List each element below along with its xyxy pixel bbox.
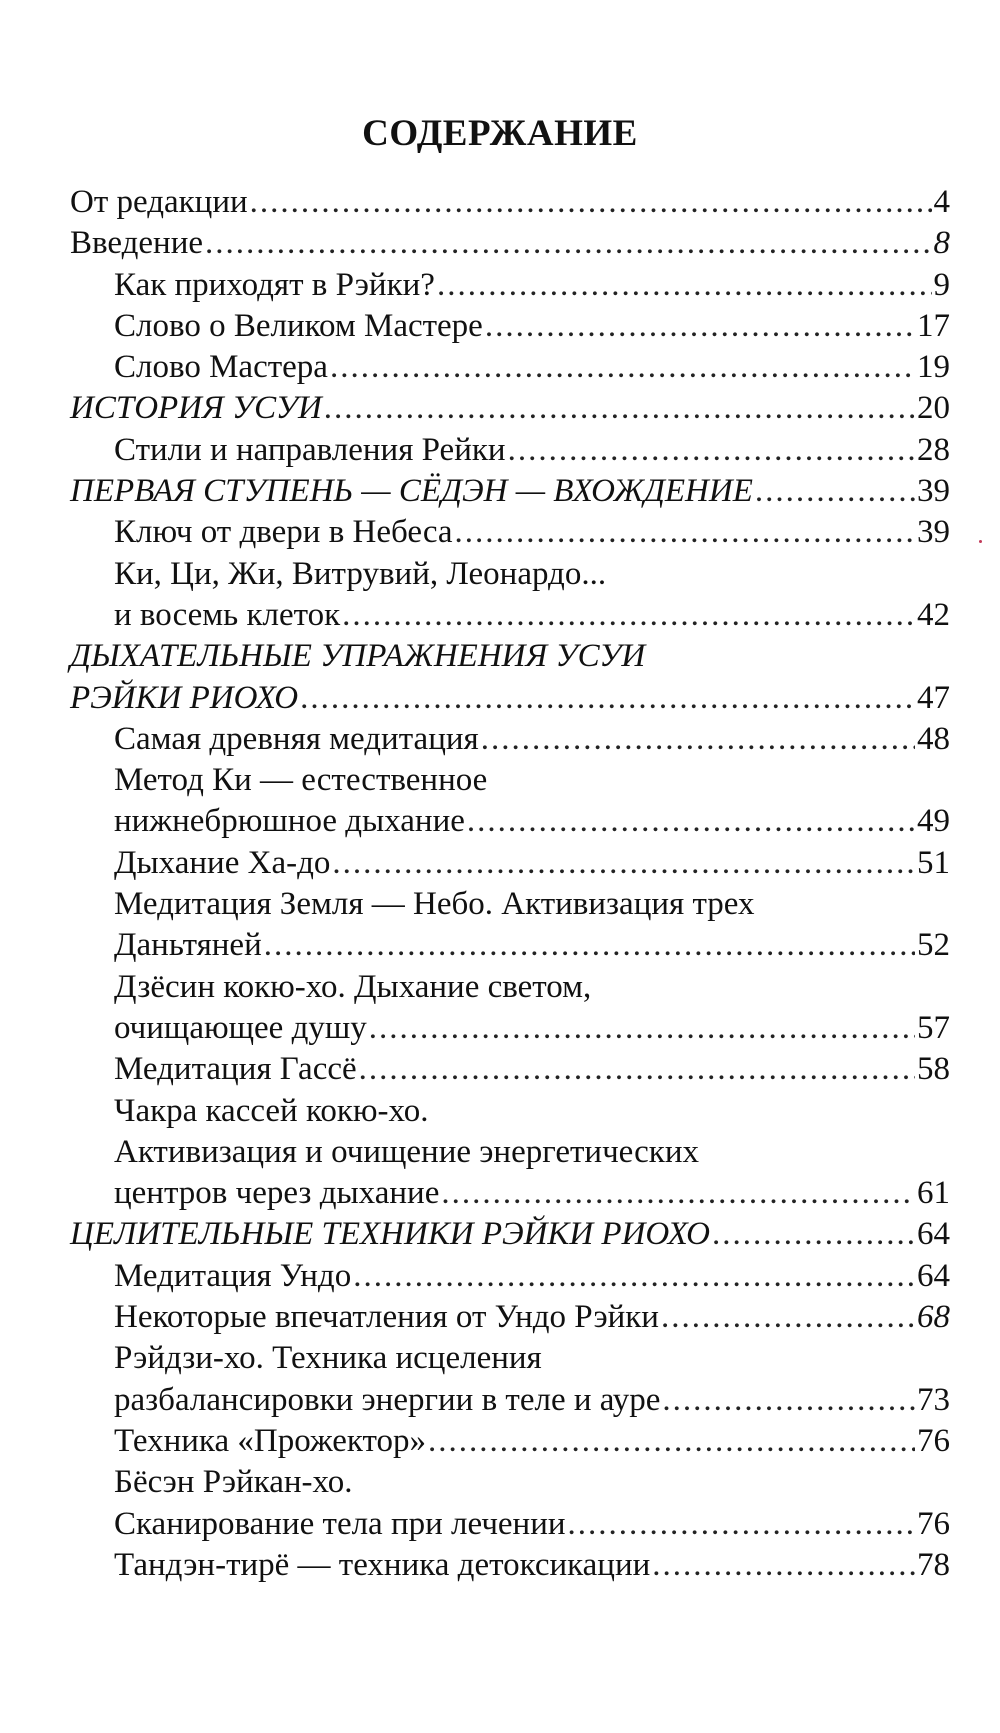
dot-leader [568,1504,915,1545]
toc-entry-title-line: Самая древняя медитация [114,720,479,757]
dot-leader [485,306,915,347]
toc-entry-title-line: Введение [70,225,204,262]
toc-entry [70,512,950,553]
toc-entry [70,1462,950,1545]
toc-entry [70,306,950,347]
toc-entry-title-line: Метод Ки — естественное [114,762,488,799]
dot-leader [330,347,915,388]
dot-leader [662,1380,915,1421]
toc-entry-title-line: Бёсэн Рэйкан-хо. [114,1464,353,1501]
toc-entry-title-line: Медитация Земля — Небо. Активизация трех [114,886,755,923]
toc-entry [70,347,950,388]
toc-page-number: 64 [917,1257,950,1294]
print-speck [979,540,982,543]
toc-entry [70,388,950,429]
dot-leader [300,678,915,719]
dot-leader [332,843,915,884]
toc-page-number: 8 [933,225,950,262]
dot-leader [441,1173,915,1214]
dot-leader [359,1049,915,1090]
toc-entry-title-line: ДЫХАТЕЛЬНЫЕ УПРАЖНЕНИЯ УСУИ [70,638,646,675]
toc-entry-title-line: Как приходят в Рэйки? [114,266,435,303]
toc-entry [70,1545,950,1586]
dot-leader [324,388,915,429]
toc-entry-title-line: Медитация Гассё [114,1051,357,1088]
toc-entry-title-line: очищающее душу [114,1009,367,1046]
toc-page-number: 28 [917,431,950,468]
toc-entry [70,719,950,760]
dot-leader [437,265,932,306]
dot-leader [652,1545,915,1586]
toc-entry [70,967,950,1050]
toc-entry-title-line: и восемь клеток [114,596,341,633]
toc-entry-title-line: РЭЙКИ РИОХО [70,679,299,716]
toc-page-number: 17 [917,307,950,344]
toc-entry [70,223,950,264]
toc-page-number: 73 [917,1381,950,1418]
toc-entry-title-line: Чакра кассей кокю-хо. [114,1092,429,1129]
dot-leader [428,1421,915,1462]
toc-entry-title-line: ЦЕЛИТЕЛЬНЫЕ ТЕХНИКИ РЭЙКИ РИОХО [70,1216,710,1253]
toc-entry [70,1421,950,1462]
toc-entry [70,430,950,471]
page-title: СОДЕРЖАНИЕ [362,113,638,154]
dot-leader [661,1297,915,1338]
dot-leader [369,1008,915,1049]
toc-page-number: 68 [917,1299,950,1336]
dot-leader [455,512,915,553]
toc-entry-title-line: Активизация и очищение энергетических [114,1133,699,1170]
toc-entry [70,636,950,719]
toc-entry [70,1256,950,1297]
dot-leader [467,801,915,842]
toc-entry [70,884,950,967]
dot-leader [508,430,915,471]
toc-entry-title-line: Стили и направления Рейки [114,431,506,468]
toc-entry-title-line: Тандэн-тирё — техника детоксикации [114,1546,651,1583]
toc-entry [70,1214,950,1255]
toc-entry [70,1049,950,1090]
table-of-contents [70,182,950,1586]
dot-leader [712,1214,915,1255]
toc-page-number: 51 [917,844,950,881]
toc-entry-title-line: разбалансировки энергии в теле и ауре [114,1381,661,1418]
toc-entry [70,554,950,637]
toc-entry-title-line: Дзёсин кокю-хо. Дыхание светом, [114,968,592,1005]
toc-entry-title-line: нижнебрюшное дыхание [114,803,465,840]
toc-entry-title-line: Техника «Прожектор» [114,1422,426,1459]
toc-entry [70,843,950,884]
toc-entry-title-line: Некоторые впечатления от Ундо Рэйки [114,1299,659,1336]
toc-page-number: 48 [917,720,950,757]
toc-entry-title-line: От редакции [70,184,248,220]
toc-entry [70,182,950,223]
dot-leader [353,1256,915,1297]
dot-leader [250,182,932,223]
toc-entry-title-line: ПЕРВАЯ СТУПЕНЬ — СЁДЭН — ВХОЖДЕНИЕ [70,473,753,510]
toc-entry-title-line: Рэйдзи-хо. Техника исцеления [114,1340,542,1377]
dot-leader [264,925,915,966]
toc-page-number: 78 [917,1546,950,1583]
dot-leader [342,595,915,636]
toc-page-number: 42 [917,596,950,633]
toc-entry [70,1091,950,1215]
toc-page-number: 49 [917,803,950,840]
toc-entry-title-line: Сканирование тела при лечении [114,1505,566,1542]
toc-entry-title-line: Дыхание Ха-до [114,844,331,881]
toc-entry-title-line: Ки, Ци, Жи, Витрувий, Леонардо... [114,555,607,592]
dot-leader [755,471,915,512]
toc-page-number: 20 [917,390,950,427]
toc-page-number: 47 [917,679,950,716]
toc-page-number: 57 [917,1009,950,1046]
dot-leader [481,719,915,760]
toc-page-number: 64 [917,1216,950,1253]
toc-entry [70,1297,950,1338]
dot-leader [205,223,931,264]
toc-page-number: 19 [917,349,950,386]
toc-page-number: 61 [917,1175,950,1212]
toc-page-number: 52 [917,927,950,964]
toc-page-number: 4 [933,184,950,220]
toc-entry [70,471,950,512]
toc-entry [70,1338,950,1421]
toc-entry-title-line: Даньтяней [114,927,262,964]
toc-page-number: 39 [917,514,950,551]
toc-page-number: 9 [933,266,950,303]
toc-entry-title-line: Ключ от двери в Небеса [114,514,453,551]
toc-page-number: 39 [917,473,950,510]
toc-entry-title-line: Медитация Ундо [114,1257,352,1294]
toc-page-number: 58 [917,1051,950,1088]
toc-entry-title-line: Слово Мастера [114,349,328,386]
toc-page-number: 76 [917,1422,950,1459]
toc-entry [70,760,950,843]
toc-page-number: 76 [917,1505,950,1542]
toc-entry [70,265,950,306]
toc-entry-title-line: Слово о Великом Мастере [114,307,483,344]
toc-entry-title-line: ИСТОРИЯ УСУИ [70,390,322,427]
toc-entry-title-line: центров через дыхание [114,1175,440,1212]
